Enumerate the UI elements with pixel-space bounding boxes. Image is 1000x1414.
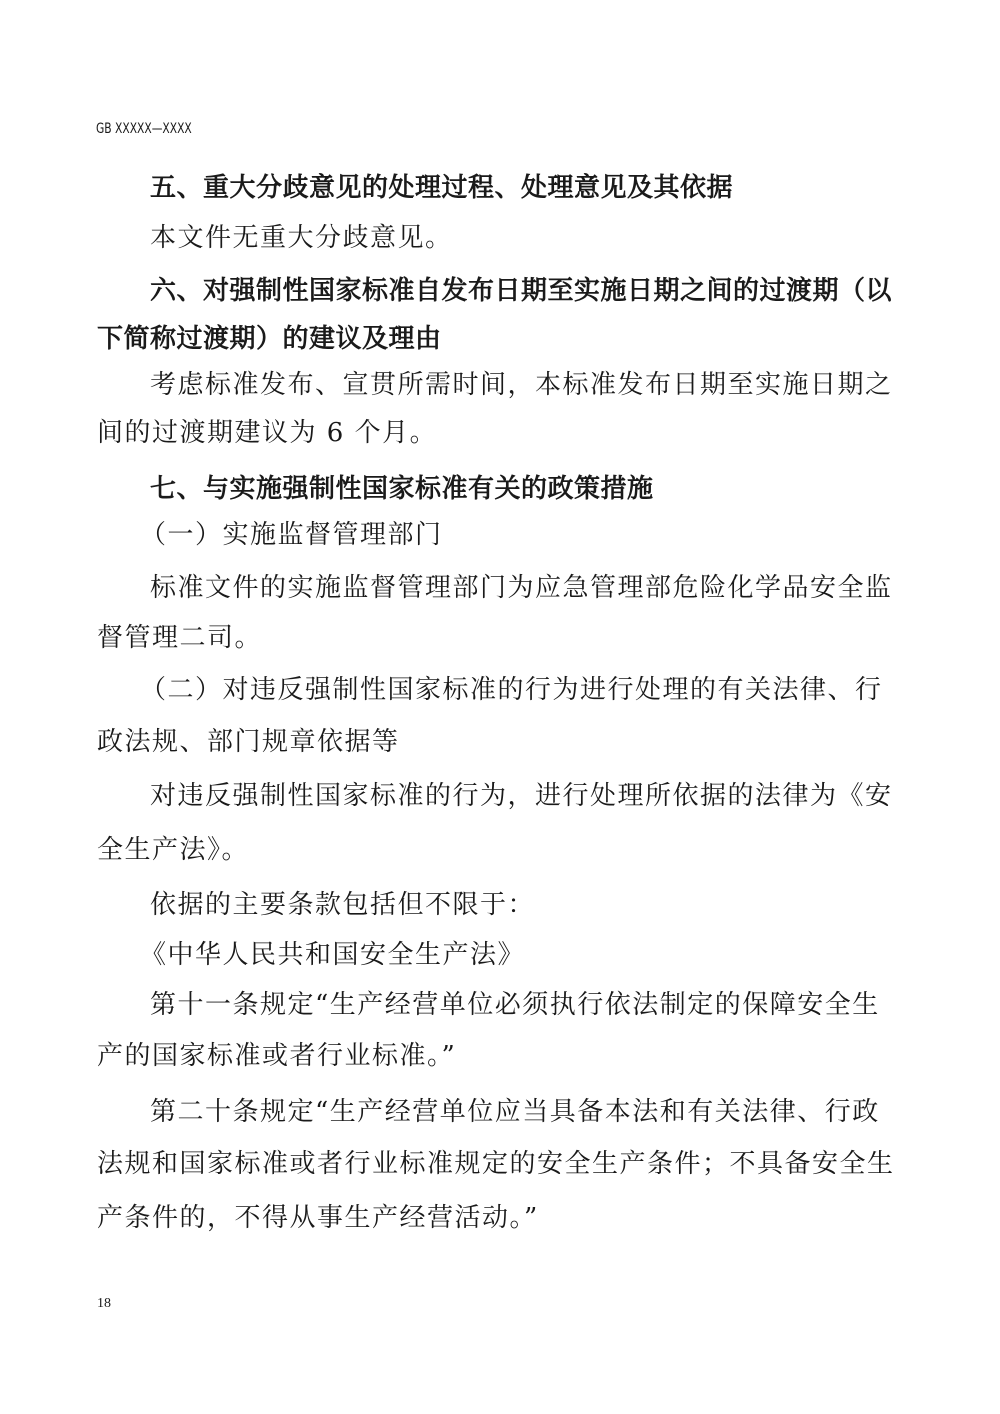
paragraph-line: 间的过渡期建议为 6 个月。 xyxy=(97,418,438,448)
subsection-heading-2-cont: 政法规、部门规章依据等 xyxy=(97,727,400,757)
paragraph-line: 考虑标准发布、宣贯所需时间，本标准发布日期至实施日期之 xyxy=(150,370,893,400)
paragraph-line: 全生产法》。 xyxy=(97,835,250,865)
section-heading-6-cont: 下简称过渡期）的建议及理由 xyxy=(97,324,442,354)
paragraph-line: 督管理二司。 xyxy=(97,623,263,653)
section-heading-6: 六、对强制性国家标准自发布日期至实施日期之间的过渡期（以 xyxy=(150,276,893,306)
paragraph-line: 标准文件的实施监督管理部门为应急管理部危险化学品安全监 xyxy=(150,573,893,603)
paragraph-line: 第十一条规定“生产经营单位必须执行依法制定的保障安全生 xyxy=(150,990,880,1020)
paragraph-line: 产的国家标准或者行业标准。” xyxy=(97,1041,457,1071)
page-number: 18 xyxy=(97,1296,111,1311)
paragraph-line: 产条件的，不得从事生产经营活动。” xyxy=(97,1203,539,1233)
paragraph-line: 对违反强制性国家标准的行为，进行处理所依据的法律为《安 xyxy=(150,781,893,811)
section-heading-5: 五、重大分歧意见的处理过程、处理意见及其依据 xyxy=(150,173,734,203)
document-code-header: GB XXXXX—XXXX xyxy=(96,121,192,137)
subsection-heading-1: （一）实施监督管理部门 xyxy=(140,520,443,550)
law-title: 《中华人民共和国安全生产法》 xyxy=(140,940,526,970)
paragraph-line: 本文件无重大分歧意见。 xyxy=(150,223,453,253)
paragraph-line: 依据的主要条款包括但不限于： xyxy=(150,890,536,920)
subsection-heading-2: （二）对违反强制性国家标准的行为进行处理的有关法律、行 xyxy=(140,675,883,705)
paragraph-line: 法规和国家标准或者行业标准规定的安全生产条件；不具备安全生 xyxy=(97,1149,895,1179)
section-heading-7: 七、与实施强制性国家标准有关的政策措施 xyxy=(150,474,654,504)
paragraph-line: 第二十条规定“生产经营单位应当具备本法和有关法律、行政 xyxy=(150,1097,880,1127)
